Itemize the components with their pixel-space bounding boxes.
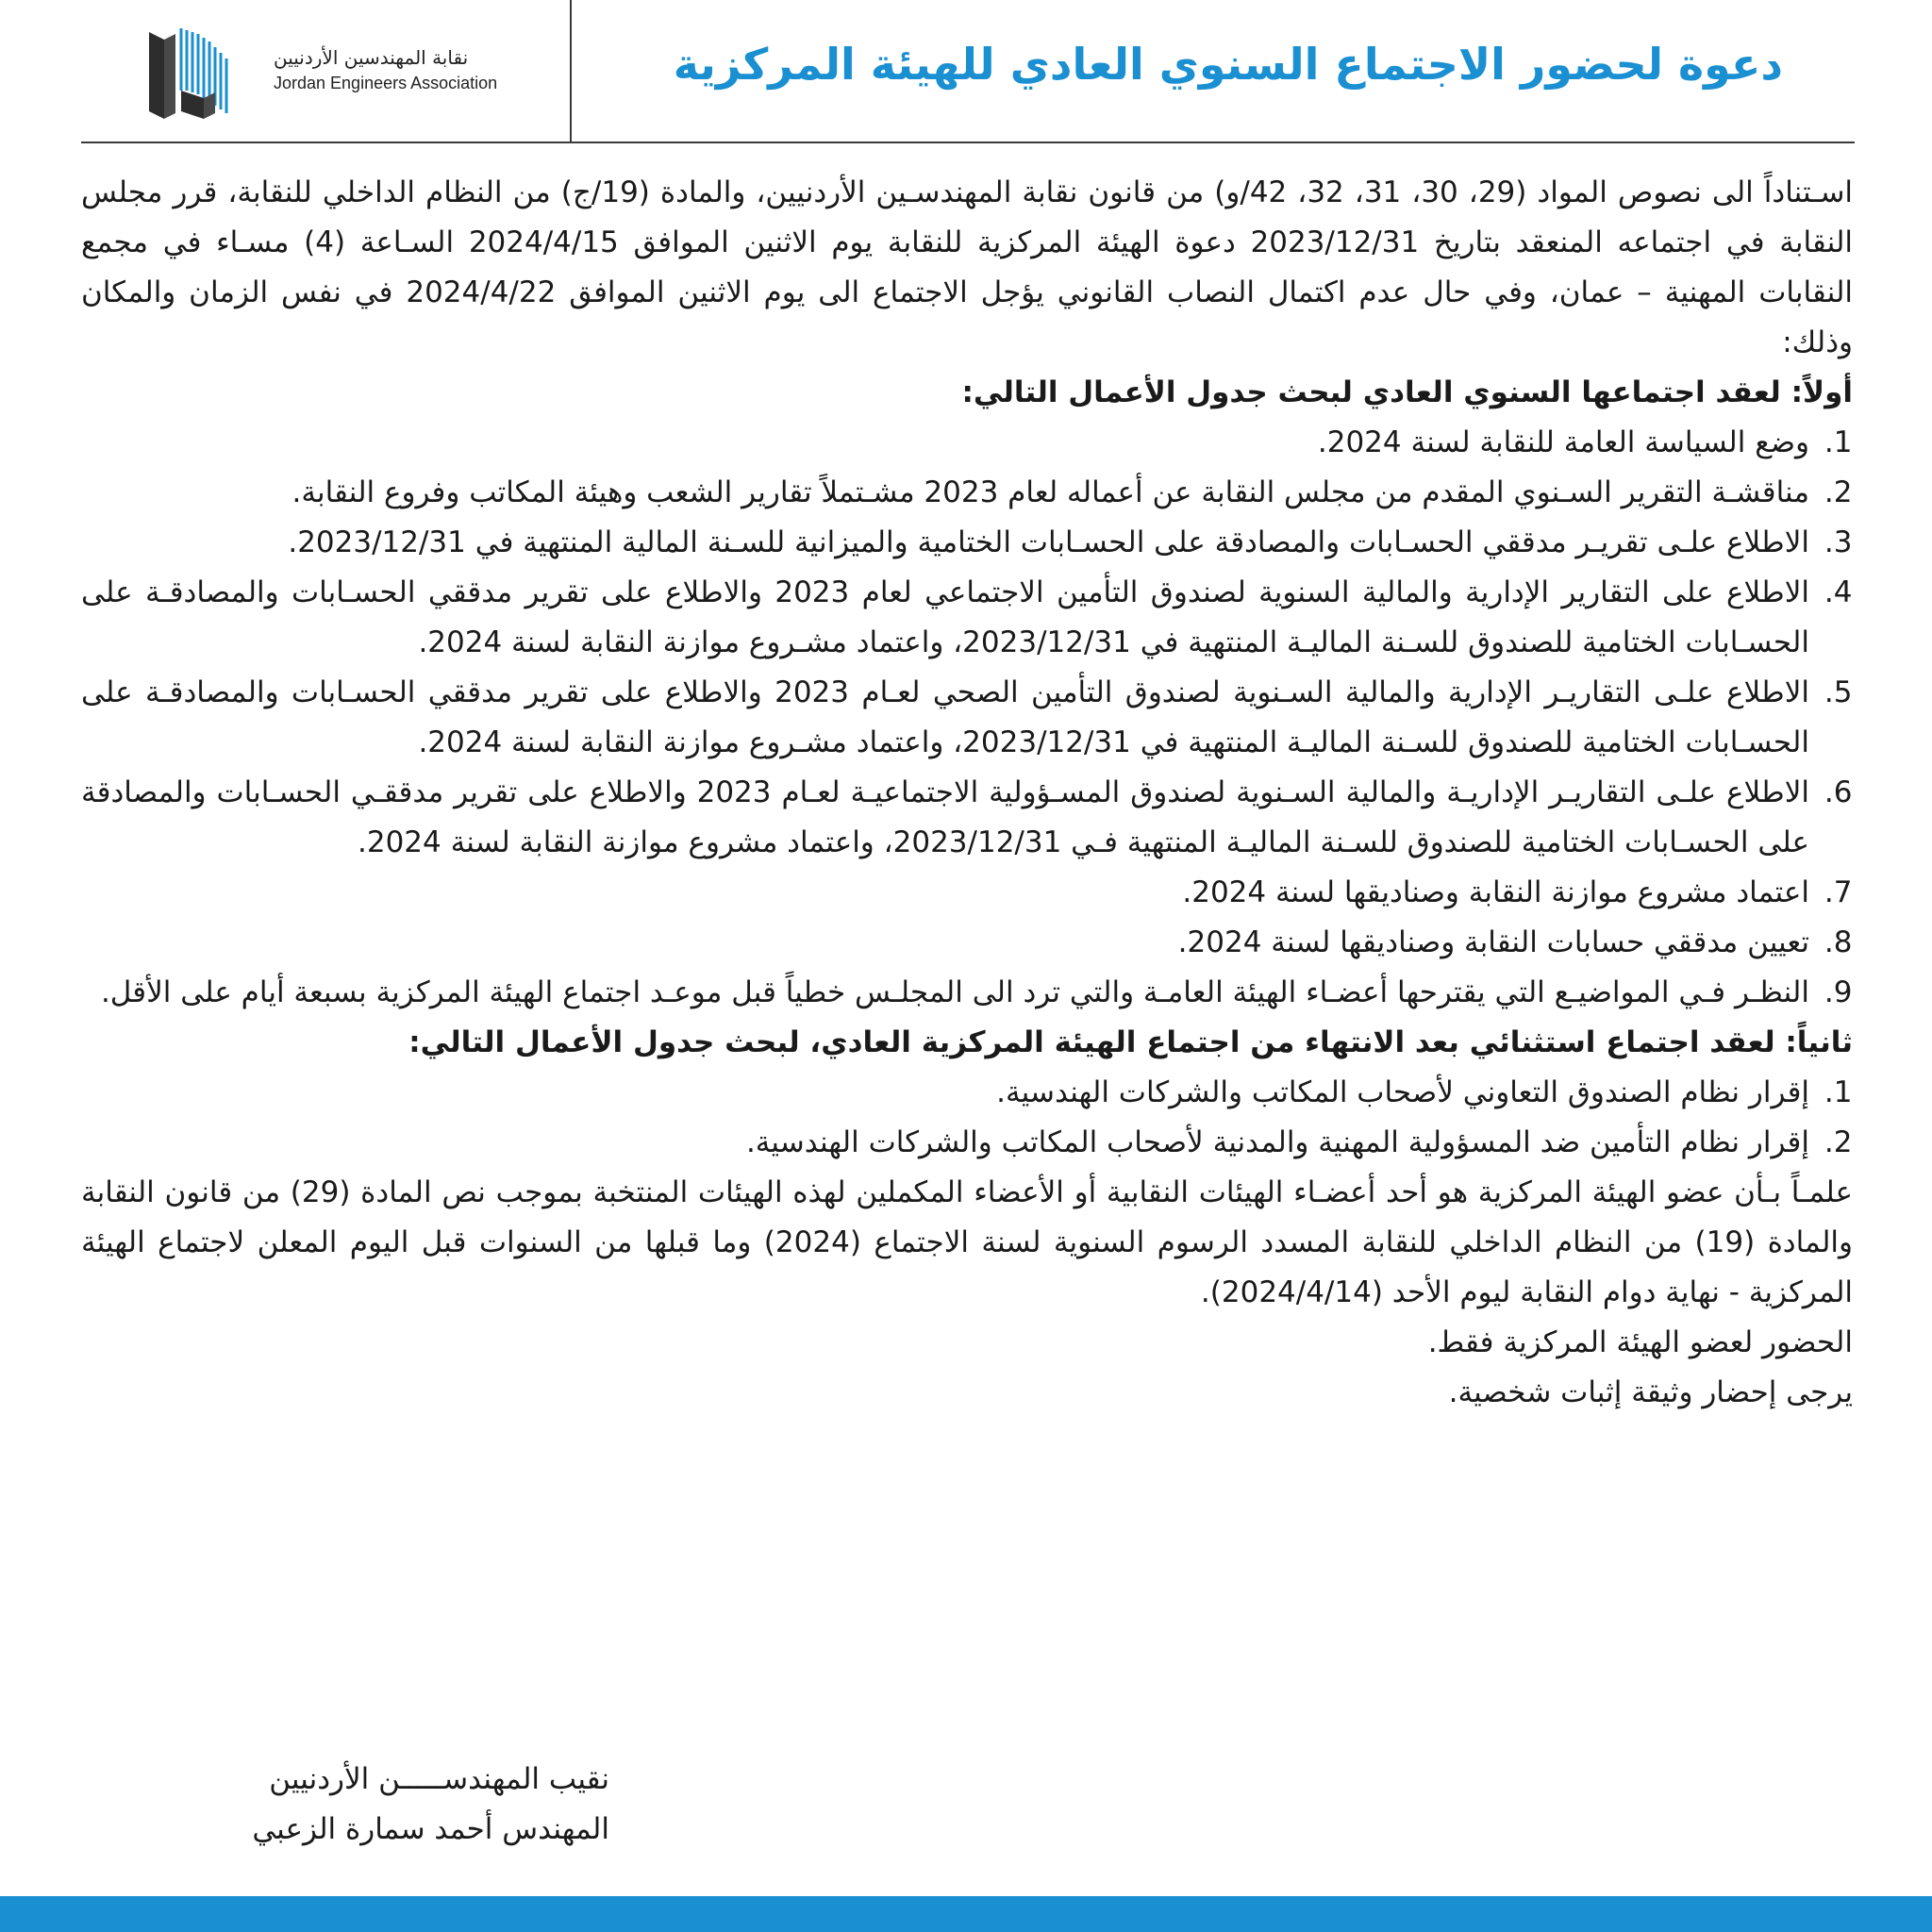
section-2-heading: ثانياً: لعقد اجتماع استثنائي بعد الانتهاء من اجتماع الهيئة المركزية العادي، لبحث جدول الأعمال التالي: <box>408 1025 1853 1059</box>
agenda-item: 2. إقرار نظام التأمين ضد المسؤولية المهنية والمدنية لأصحاب المكاتب والشركات الهندسية. <box>81 1118 1815 1168</box>
agenda-item: 7. اعتماد مشروع موازنة النقابة وصناديقها لسنة 2024. <box>81 868 1815 918</box>
signature-name: المهندس أحمد سمارة الزعبي <box>252 1812 609 1846</box>
logo-english-name: Jordan Engineers Association <box>274 74 498 92</box>
attendance-note: الحضور لعضو الهيئة المركزية فقط. <box>1427 1325 1853 1359</box>
agenda-item: 1. إقرار نظام الصندوق التعاوني لأصحاب المكاتب والشركات الهندسية. <box>81 1068 1815 1118</box>
section-2-agenda-list <box>81 1068 1853 1168</box>
section-1-heading: أولاً: لعقد اجتماعها السنوي العادي لبحث جدول الأعمال التالي: <box>961 375 1853 409</box>
agenda-item: 8. تعيين مدققي حسابات النقابة وصناديقها لسنة 2024. <box>81 918 1815 968</box>
agenda-item: 5. الاطلاع علـى التقاريـر الإدارية والمالية السـنوية لصندوق التأمين الصحي لعـام 2023 والاطلاع على تقرير مدققي الحسـابات والمصادقـة على الحسـابات الختامية للصندوق للسـنة الماليـة المنتهية في 2023/12/31، واعتماد مشـروع موازنة النقابة لسنة 2024. <box>81 668 1815 768</box>
agenda-item: 3. الاطلاع علـى تقريـر مدققي الحسـابات والمصادقة على الحسـابات الختامية والميزانية للسـنة المالية المنتهية في 2023/12/31. <box>81 518 1815 568</box>
agenda-item: 1. وضع السياسة العامة للنقابة لسنة 2024. <box>81 418 1815 468</box>
header <box>0 0 1932 143</box>
agenda-item: 9. النظـر فـي المواضيـع التي يقترحها أعضـاء الهيئة العامـة والتي ترد الى المجلـس خطياً قبل موعـد اجتماع الهيئة المركزية بسبعة أيام على الأقل. <box>81 968 1815 1018</box>
agenda-item: 2. مناقشـة التقرير السـنوي المقدم من مجلس النقابة عن أعماله لعام 2023 مشـتملاً تقارير الشعب وهيئة المكاتب وفروع النقابة. <box>81 468 1815 518</box>
intro-paragraph: اسـتناداً الى نصوص المواد (29، 30، 31، 32، 42/و) من قانون نقابة المهندسـين الأردنيين، والمادة (19/ج) من النظام الداخلي للنقابة، قرر مجلس النقابة في اجتماعه المنعقد بتاريخ 2023/12/31 دعوة الهيئة المركزية للنقابة يوم الاثنين الموافق 2024/4/15 السـاعة (4) مسـاء في مجمع النقابات المهنية – عمان، وفي حال عدم اكتمال النصاب القانوني يؤجل الاجتماع الى يوم الاثنين الموافق 2024/4/22 في نفس الزمان والمكان وذلك: <box>81 175 1854 359</box>
id-note: يرجى إحضار وثيقة إثبات شخصية. <box>1448 1375 1853 1409</box>
header-vertical-divider <box>570 0 572 143</box>
header-horizontal-divider <box>81 142 1855 143</box>
footer-accent-bar <box>0 1896 1932 1932</box>
jea-logo-icon <box>149 25 240 119</box>
signature-block <box>81 1755 609 1855</box>
logo-arabic-name: نقابة المهندسين الأردنيين <box>274 46 469 69</box>
signature-role: نقيب المهندســـــن الأردنيين <box>269 1762 609 1796</box>
invitation-body <box>81 168 1853 1418</box>
agenda-item: 4. الاطلاع على التقارير الإدارية والمالية السنوية لصندوق التأمين الاجتماعي لعام 2023 والاطلاع على تقرير مدققي الحسـابات والمصادقـة على الحسـابات الختامية للصندوق للسـنة الماليـة المنتهية في 2023/12/31، واعتماد مشـروع موازنة النقابة لسنة 2024. <box>81 568 1815 668</box>
section-1-agenda-list <box>81 418 1853 1018</box>
page-title: دعوة لحضور الاجتماع السنوي العادي للهيئة المركزية <box>673 39 1783 90</box>
agenda-item: 6. الاطلاع علـى التقاريـر الإداريـة والمالية السـنوية لصندوق المسـؤولية الاجتماعيـة لعـام 2023 والاطلاع على تقرير مدققـي الحسـابات والمصادقة على الحسـابات الختامية للصندوق للسـنة الماليـة المنتهية فـي 2023/12/31، واعتماد مشروع موازنة النقابة لسنة 2024. <box>81 768 1815 868</box>
membership-note: علمـاً بـأن عضو الهيئة المركزية هو أحد أعضـاء الهيئات النقابية أو الأعضاء المكملين لهذه الهيئات المنتخبة بموجب نص المادة (29) من قانون النقابة والمادة (19) من النظام الداخلي للنقابة المسدد الرسوم السنوية لسنة الاجتماع (2024) وما قبلها من السنوات قبل اليوم المعلن لاجتماع الهيئة المركزية - نهاية دوام النقابة ليوم الأحد (2024/4/14). <box>81 1175 1854 1309</box>
